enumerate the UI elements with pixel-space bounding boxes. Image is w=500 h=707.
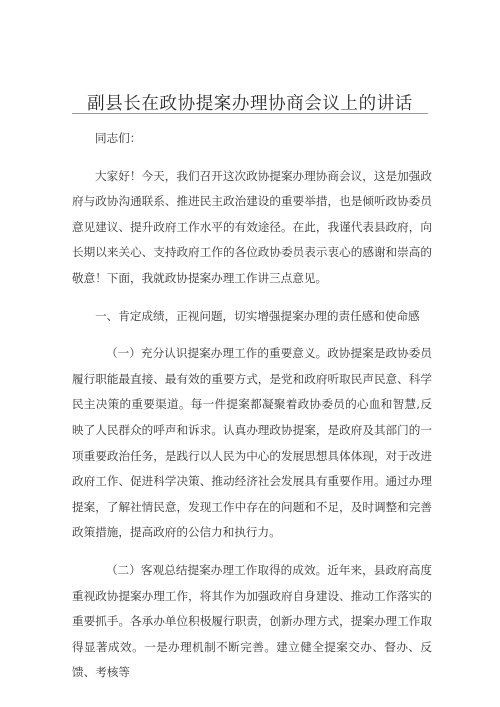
subsection-paragraph-2: （二）客观总结提案办理工作取得的成效。近年来，县政府高度重视政协提案办理工作，将其作为加强政府自身建设、推动工作落实的重要抓手。各承办单位积极履行职责，创新办理方式，提案办理工作取得显著成效。一是办理机制不断完善。建立健全提案交办、督办、反馈、考核等 xyxy=(72,562,432,680)
document-title: 副县长在政协提案办理协商会议上的讲话 xyxy=(87,94,413,114)
section-heading-1: 一、肯定成绩，正视问题，切实增强提案办理的责任感和使命感 xyxy=(95,308,420,323)
subsection-paragraph-1: （一）充分认识提案办理工作的重要意义。政协提案是政协委员履行职能最直接、最有效的重要方式，是党和政府听取民声民意、科学民主决策的重要渠道。每一件提案都凝聚着政协委员的心血和智慧,反映了人民群众的呼声和诉求。认真办理政协提案，是政府及其部门的一项重要政治任务，是践行以人民为中心的发展思想具体体现，对于改进政府工作、促进科学决策、推动经济社会发展具有重要作用。通过办理提案，了解社情民意，发现工作中存在的问题和不足，及时调整和完善政策措施，提高政府的公信力和执行力。 xyxy=(72,346,432,540)
document-body xyxy=(72,126,432,686)
opening-paragraph: 大家好！今天，我们召开这次政协提案办理协商会议，这是加强政府与政协沟通联系、推进民主政治建设的重要举措，也是倾听政协委员意见建议、提升政府工作水平的有效途径。在此，我谨代表县政府，向长期以来关心、支持政府工作的各位政协委员表示衷心的感谢和崇高的敬意！下面，我就政协提案办理工作讲三点意见。 xyxy=(72,168,432,285)
salutation: 同志们： xyxy=(95,131,142,145)
title-underline xyxy=(72,113,428,114)
